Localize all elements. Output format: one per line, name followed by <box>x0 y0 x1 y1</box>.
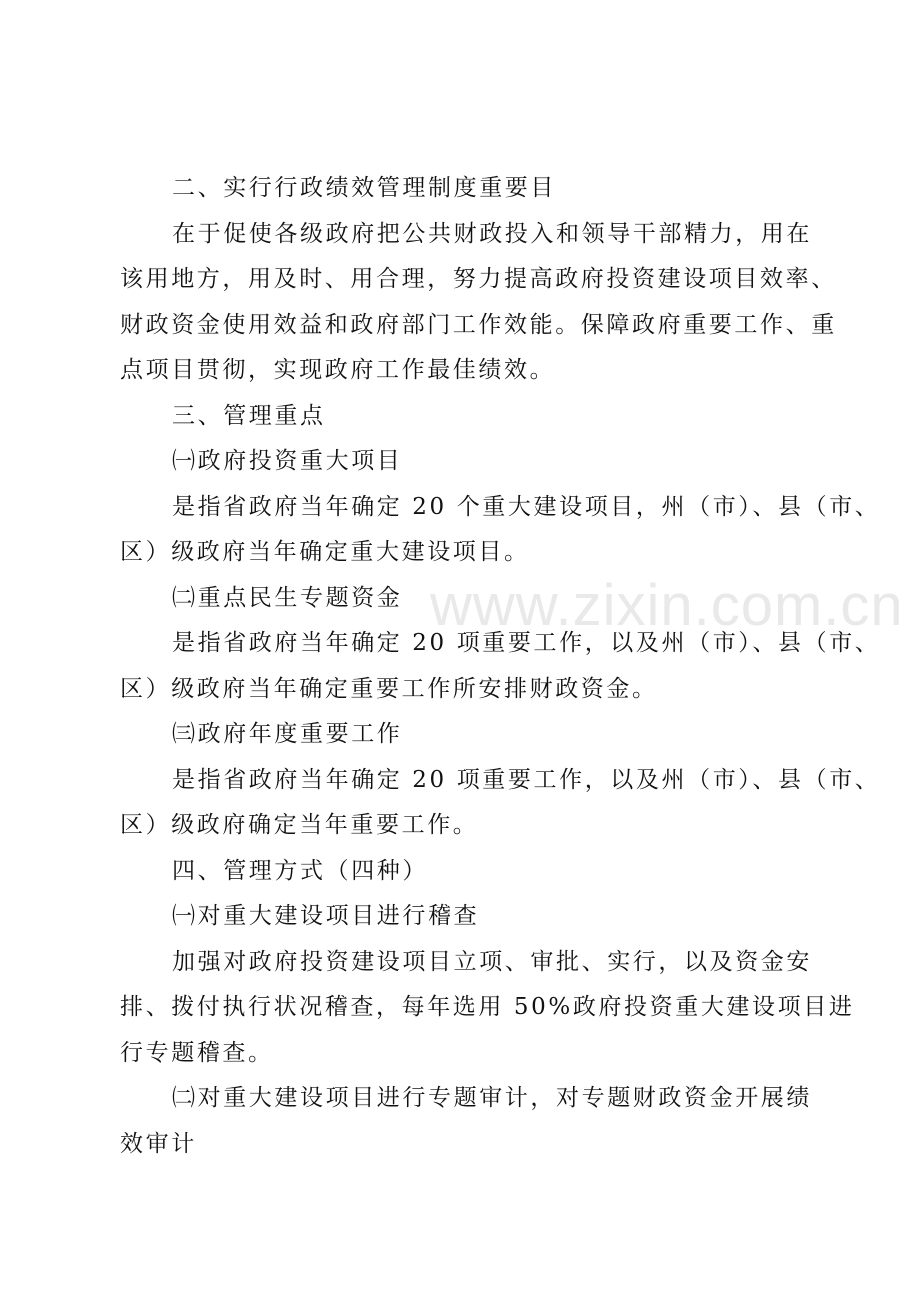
paragraph-line: 排、拨付执行状况稽查，每年选用 50%政府投资重大建设项目进 <box>120 994 855 1020</box>
watermark: www.zixin.com.cn <box>430 573 904 638</box>
section-heading-4: 四、管理方式（四种） <box>172 857 428 884</box>
paragraph-line: 效审计 <box>120 1130 197 1157</box>
document-body <box>120 166 881 1167</box>
subheading-1: ㈠政府投资重大项目 <box>172 448 403 474</box>
paragraph-line: 区）级政府当年确定重要工作所安排财政资金。 <box>120 675 658 702</box>
subheading-3: ㈢政府年度重要工作 <box>172 721 403 747</box>
paragraph-line: 区）级政府确定当年重要工作。 <box>120 812 479 838</box>
paragraph-line: 是指省政府当年确定 20 项重要工作，以及州（市）、县（市、 <box>172 630 881 656</box>
paragraph-line: 是指省政府当年确定 20 个重大建设项目，州（市）、县（市、 <box>172 493 881 520</box>
paragraph-line: 加强对政府投资建设项目立项、审批、实行，以及资金安 <box>172 948 812 975</box>
paragraph-line: 在于促使各级政府把公共财政投入和领导干部精力，用在 <box>172 220 812 247</box>
section-heading-2: 二、实行行政绩效管理制度重要目 <box>172 175 556 201</box>
subheading-2: ㈡重点民生专题资金 <box>172 584 403 611</box>
subheading-1: ㈠对重大建设项目进行稽查 <box>172 903 480 929</box>
paragraph-line: 点项目贯彻，实现政府工作最佳绩效。 <box>120 357 556 383</box>
section-heading-3: 三、管理重点 <box>172 402 326 429</box>
subheading-2: ㈡对重大建设项目进行专题审计，对专题财政资金开展绩 <box>172 1085 812 1111</box>
paragraph-line: 是指省政府当年确定 20 项重要工作，以及州（市）、县（市、 <box>172 766 881 793</box>
paragraph-line: 行专题稽查。 <box>120 1039 274 1066</box>
paragraph-line: 区）级政府当年确定重大建设项目。 <box>120 539 530 565</box>
paragraph-line: 财政资金使用效益和政府部门工作效能。保障政府重要工作、重 <box>120 311 837 338</box>
paragraph-line: 该用地方，用及时、用合理，努力提高政府投资建设项目效率、 <box>120 266 837 292</box>
